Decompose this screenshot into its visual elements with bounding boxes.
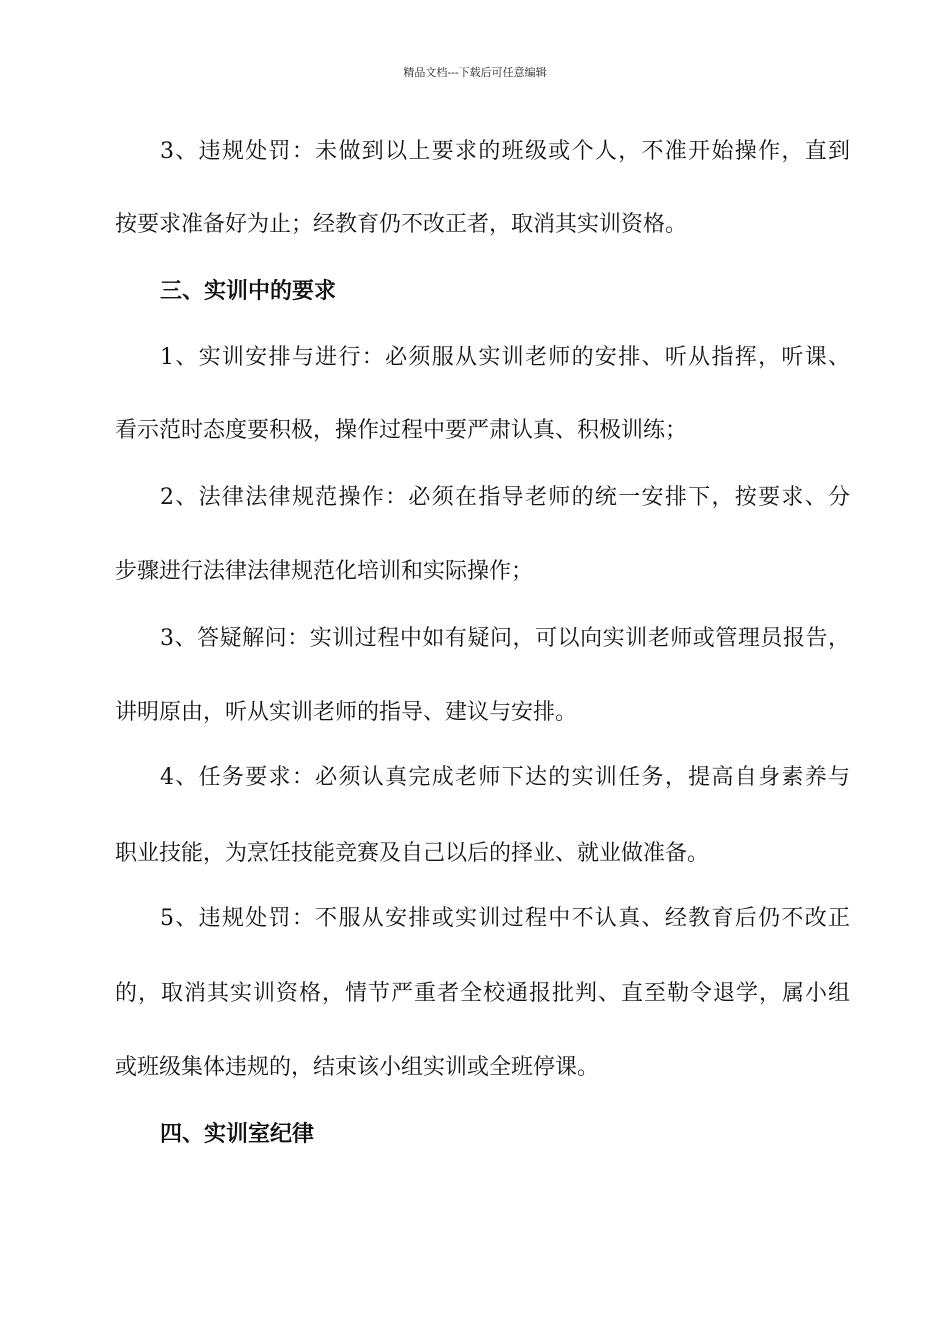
section-heading: 四、实训室纪律 xyxy=(160,1121,315,1147)
paragraph-line: 讲明原由，听从实训老师的指导、建议与安排。 xyxy=(115,700,578,725)
paragraph-line: 2、法律法律规范操作：必须在指导老师的统一安排下，按要求、分 xyxy=(160,485,850,510)
section-heading: 三、实训中的要求 xyxy=(160,278,337,304)
paragraph-line: 看示范时态度要积极，操作过程中要严肃认真、积极训练； xyxy=(115,418,688,443)
paragraph-line: 的，取消其实训资格，情节严重者全校通报批判、直至勒令退学，属小组 xyxy=(115,981,850,1006)
paragraph-line: 按要求准备好为止；经教育仍不改正者，取消其实训资格。 xyxy=(115,212,688,237)
paragraph-line: 5、违规处罚：不服从安排或实训过程中不认真、经教育后仍不改正 xyxy=(160,906,850,931)
paragraph-line: 或班级集体违规的，结束该小组实训或全班停课。 xyxy=(115,1055,600,1080)
paragraph-line: 3、违规处罚：未做到以上要求的班级或个人，不准开始操作，直到 xyxy=(160,139,850,164)
paragraph-line: 职业技能，为烹饪技能竞赛及自己以后的择业、就业做准备。 xyxy=(115,841,710,866)
paragraph-line: 4、任务要求：必须认真完成老师下达的实训任务，提高自身素养与 xyxy=(160,765,850,790)
paragraph-line: 3、答疑解问：实训过程中如有疑问，可以向实训老师或管理员报告， xyxy=(160,626,850,651)
paragraph-line: 1、实训安排与进行：必须服从实训老师的安排、听从指挥，听课、 xyxy=(160,345,850,370)
page-header: 精品文档---下载后可任意编辑 xyxy=(403,66,547,79)
paragraph-line: 步骤进行法律法律规范化培训和实际操作； xyxy=(115,559,534,584)
